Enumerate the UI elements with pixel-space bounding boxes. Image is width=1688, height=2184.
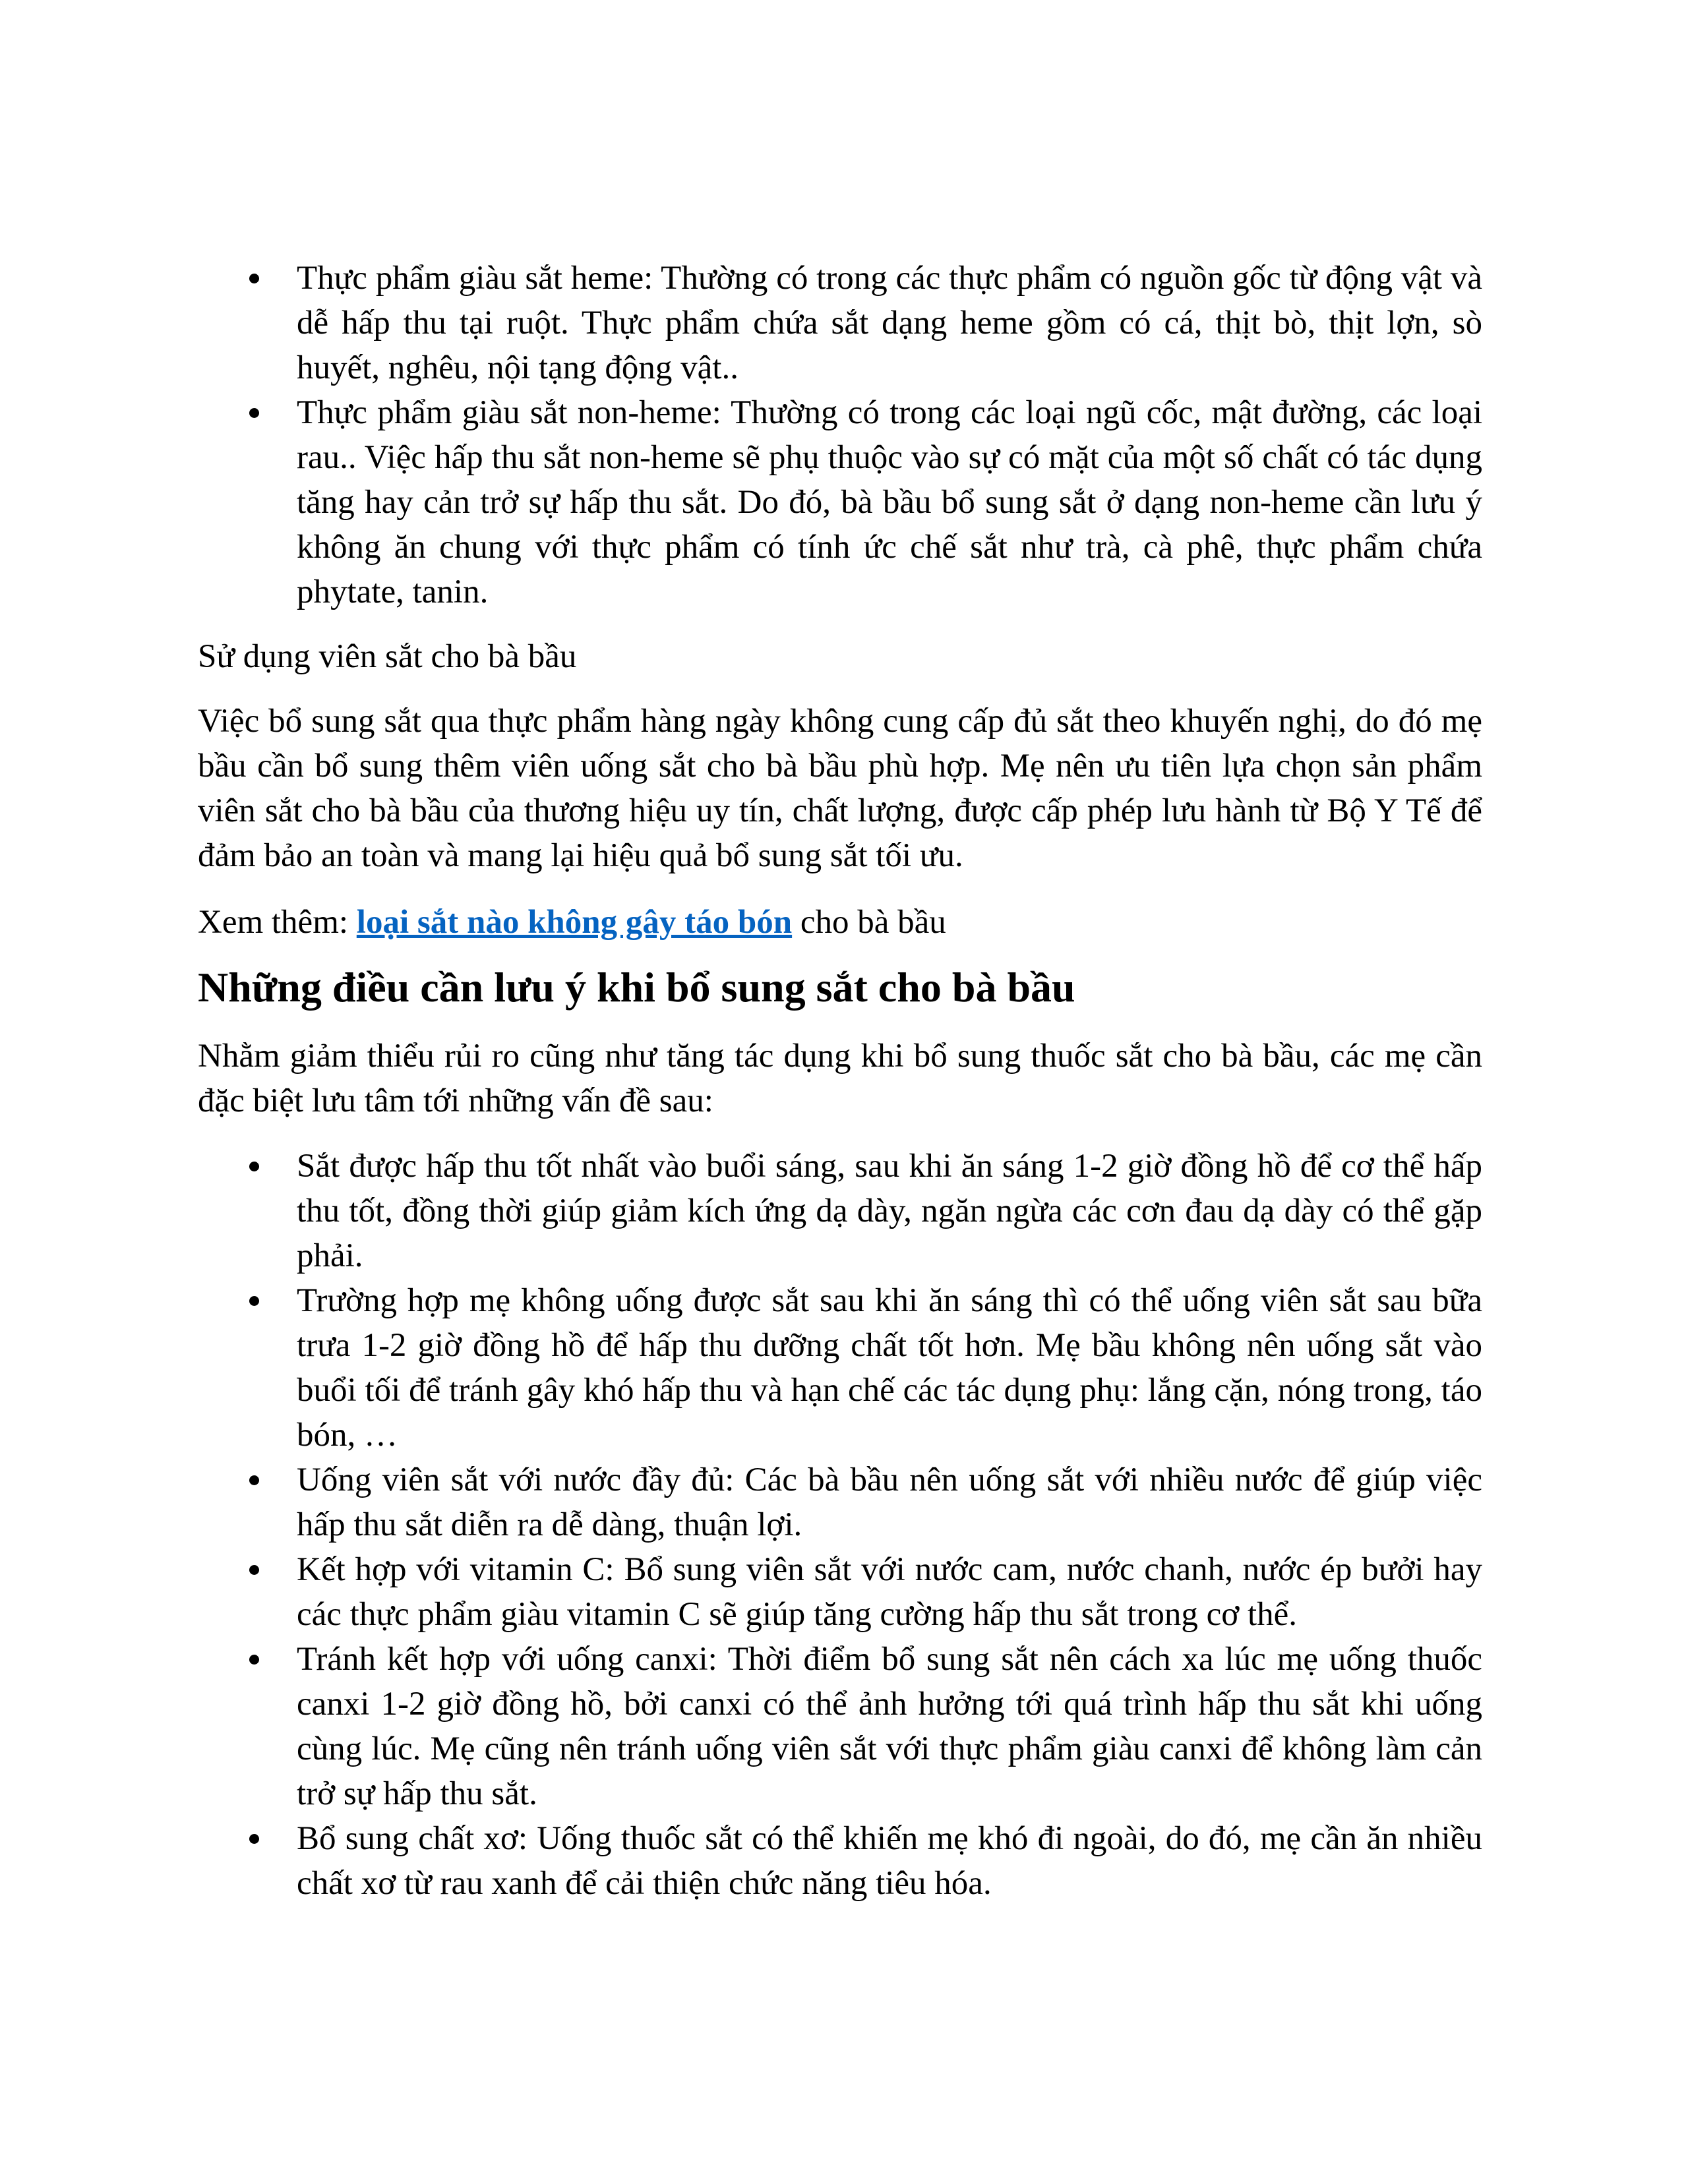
- bullet-icon: [249, 274, 259, 283]
- list-item: [198, 390, 1482, 614]
- list-item-text: Thực phẩm giàu sắt non-heme: Thường có trong các loại ngũ cốc, mật đường, các loại rau.. Việc hấp thu sắt non-heme sẽ phụ thuộc vào sự có mặt của một số chất có tác dụng tăng hay cản trở sự hấp thu sắt. Do đó, bà bầu bổ sung sắt ở dạng non-heme cần lưu ý không ăn chung với thực phẩm có tính ức chế sắt như trà, cà phê, thực phẩm chứa phytate, tanin.: [297, 394, 1482, 610]
- subheading: Sử dụng viên sắt cho bà bầu: [198, 638, 577, 675]
- list-item: [198, 1547, 1482, 1637]
- see-more-suffix: cho bà bầu: [792, 904, 946, 941]
- bullet-icon: [249, 1834, 259, 1844]
- list-item: [198, 1816, 1482, 1906]
- see-more-link[interactable]: loại sắt nào không gây táo bón: [356, 904, 793, 941]
- list-item: [198, 1278, 1482, 1458]
- bullet-icon: [249, 1162, 259, 1171]
- list-item-text: Kết hợp với vitamin C: Bổ sung viên sắt với nước cam, nước chanh, nước ép bưởi hay các thực phẩm giàu vitamin C sẽ giúp tăng cường hấp thu sắt trong cơ thể.: [297, 1551, 1482, 1633]
- list-item-text: Tránh kết hợp với uống canxi: Thời điểm bổ sung sắt nên cách xa lúc mẹ uống thuốc canxi 1-2 giờ đồng hồ, bởi canxi có thể ảnh hưởng tới quá trình hấp thu sắt khi uống cùng lúc. Mẹ cũng nên tránh uống viên sắt với thực phẩm giàu canxi để không làm cản trở sự hấp thu sắt.: [297, 1641, 1482, 1812]
- paragraph: Nhằm giảm thiểu rủi ro cũng như tăng tác dụng khi bổ sung thuốc sắt cho bà bầu, các mẹ cần đặc biệt lưu tâm tới những vấn đề sau:: [198, 1038, 1482, 1119]
- section-heading: Những điều cần lưu ý khi bổ sung sắt cho bà bầu: [198, 964, 1075, 1011]
- bullet-icon: [249, 408, 259, 418]
- paragraph: Việc bổ sung sắt qua thực phẩm hàng ngày không cung cấp đủ sắt theo khuyến nghị, do đó mẹ bầu cần bổ sung thêm viên uống sắt cho bà bầu phù hợp. Mẹ nên ưu tiên lựa chọn sản phẩm viên sắt cho bà bầu của thương hiệu uy tín, chất lượng, được cấp phép lưu hành từ Bộ Y Tế để đảm bảo an toàn và mang lại hiệu quả bổ sung sắt tối ưu.: [198, 703, 1482, 874]
- list-item-text: Uống viên sắt với nước đầy đủ: Các bà bầu nên uống sắt với nhiều nước để giúp việc hấp thu sắt diễn ra dễ dàng, thuận lợi.: [297, 1461, 1482, 1543]
- list-item: [198, 256, 1482, 390]
- iron-tips-list: [198, 1144, 1482, 1906]
- bullet-icon: [249, 1655, 259, 1665]
- list-item: [198, 1144, 1482, 1278]
- iron-food-list: [198, 256, 1482, 614]
- document-body: [198, 256, 1482, 1906]
- list-item-text: Sắt được hấp thu tốt nhất vào buổi sáng, sau khi ăn sáng 1-2 giờ đồng hồ để cơ thể hấp thu tốt, đồng thời giúp giảm kích ứng dạ dày, ngăn ngừa các cơn đau dạ dày có thể gặp phải.: [297, 1148, 1482, 1274]
- bullet-icon: [249, 1475, 259, 1485]
- bullet-icon: [249, 1296, 259, 1306]
- list-item-text: Trường hợp mẹ không uống được sắt sau khi ăn sáng thì có thể uống viên sắt sau bữa trưa 1-2 giờ đồng hồ để hấp thu dưỡng chất tốt hơn. Mẹ bầu không nên uống sắt vào buổi tối để tránh gây khó hấp thu và hạn chế các tác dụng phụ: lắng cặn, nóng trong, táo bón, …: [297, 1282, 1482, 1454]
- list-item: [198, 1458, 1482, 1547]
- see-more-prefix: Xem thêm:: [198, 904, 357, 941]
- list-item-text: Bổ sung chất xơ: Uống thuốc sắt có thể khiến mẹ khó đi ngoài, do đó, mẹ cần ăn nhiều chất xơ từ rau xanh để cải thiện chức năng tiêu hóa.: [297, 1820, 1482, 1902]
- bullet-icon: [249, 1565, 259, 1575]
- see-more-line: [198, 900, 1482, 945]
- list-item: [198, 1637, 1482, 1816]
- list-item-text: Thực phẩm giàu sắt heme: Thường có trong các thực phẩm có nguồn gốc từ động vật và dễ hấp thu tại ruột. Thực phẩm chứa sắt dạng heme gồm có cá, thịt bò, thịt lợn, sò huyết, nghêu, nội tạng động vật..: [297, 260, 1482, 386]
